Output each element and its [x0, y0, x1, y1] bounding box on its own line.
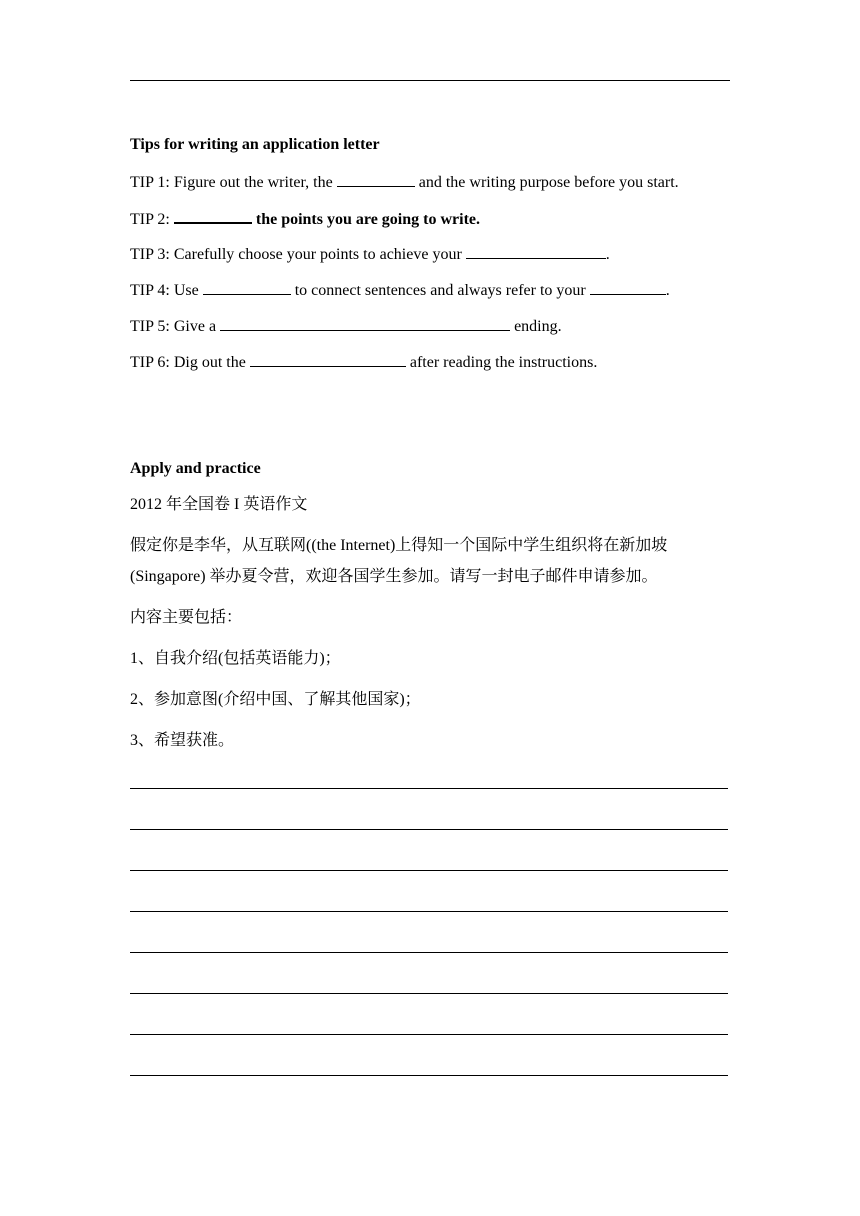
tip-2-blank[interactable] — [174, 207, 252, 224]
tip-1 — [130, 171, 679, 193]
tip-5-blank[interactable] — [220, 315, 510, 331]
tip-6 — [130, 351, 597, 373]
tip-2-text-b: the points you are going to write. — [251, 211, 480, 228]
tip-1-text-b: and the writing purpose before you start. — [414, 174, 679, 191]
tip-2 — [130, 207, 480, 230]
writing-line-1[interactable] — [130, 788, 728, 789]
tip-4 — [130, 279, 670, 301]
writing-line-4[interactable] — [130, 911, 728, 912]
tip-4-blank-1[interactable] — [203, 279, 291, 295]
tip-1-text-a: TIP 1: Figure out the writer, the — [130, 174, 337, 191]
content-point-2: 2、参加意图(介绍中国、了解其他国家)； — [130, 691, 421, 708]
writing-line-8[interactable] — [130, 1075, 728, 1076]
practice-source: 2012 年全国卷 I 英语作文 — [130, 496, 308, 513]
tip-4-text-c: . — [665, 282, 670, 299]
content-point-3: 3、希望获准。 — [130, 732, 235, 749]
content-point-1: 1、自我介绍(包括英语能力)； — [130, 650, 341, 667]
tip-5-text-a: TIP 5: Give a — [130, 318, 221, 335]
tip-5 — [130, 315, 562, 337]
tip-4-blank-2[interactable] — [590, 279, 666, 295]
tip-3-blank[interactable] — [466, 243, 606, 259]
tip-4-text-a: TIP 4: Use — [130, 282, 203, 299]
tip-1-blank[interactable] — [337, 171, 415, 187]
writing-line-5[interactable] — [130, 952, 728, 953]
writing-line-7[interactable] — [130, 1034, 728, 1035]
tip-3-text-b: . — [605, 246, 610, 263]
writing-line-2[interactable] — [130, 829, 728, 830]
tip-4-text-b: to connect sentences and always refer to your — [290, 282, 590, 299]
tip-2-text-a: TIP 2: — [130, 211, 174, 228]
tip-5-text-b: ending. — [510, 318, 562, 335]
tips-heading: Tips for writing an application letter — [130, 136, 380, 153]
header-rule — [130, 80, 730, 81]
tip-6-blank[interactable] — [250, 351, 406, 367]
writing-line-3[interactable] — [130, 870, 728, 871]
tip-6-text-a: TIP 6: Dig out the — [130, 354, 250, 371]
prompt-line-1: 假定你是李华，从互联网((the Internet)上得知一个国际中学生组织将在新加坡 — [130, 537, 668, 554]
tip-3 — [130, 243, 610, 265]
writing-line-6[interactable] — [130, 993, 728, 994]
practice-heading: Apply and practice — [130, 460, 261, 477]
tip-3-text-a: TIP 3: Carefully choose your points to achieve your — [130, 246, 466, 263]
prompt-line-2: (Singapore) 举办夏令营，欢迎各国学生参加。请写一封电子邮件申请参加。 — [130, 568, 658, 585]
tip-6-text-b: after reading the instructions. — [405, 354, 598, 371]
content-label: 内容主要包括： — [130, 609, 243, 626]
